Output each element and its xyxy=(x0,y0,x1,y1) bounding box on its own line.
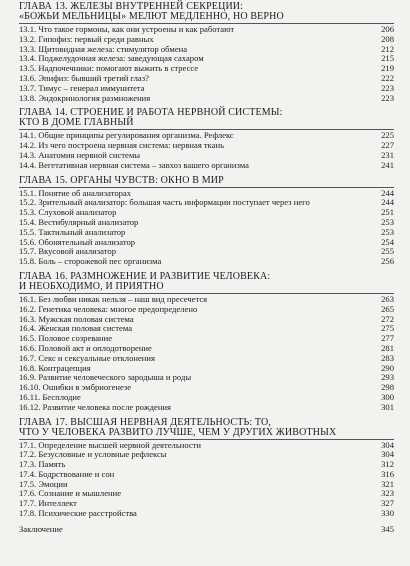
toc-entry-page: 255 xyxy=(381,246,394,257)
toc-entry xyxy=(19,403,394,413)
toc-entry xyxy=(19,151,394,161)
chapter-section xyxy=(19,176,394,267)
toc-entry-title: 16.7. Секс и сексуальные отклонения xyxy=(19,353,155,363)
toc-entry xyxy=(19,460,394,470)
toc-entry-page: 251 xyxy=(381,207,394,218)
toc-entry xyxy=(19,470,394,480)
toc-entry-page: 215 xyxy=(381,53,394,64)
toc-entry-page: 304 xyxy=(381,439,394,450)
toc-entry-page: 312 xyxy=(381,459,394,470)
toc-entry-page: 256 xyxy=(381,256,394,267)
toc-entry-page: 254 xyxy=(381,236,394,247)
toc-entry-page: 290 xyxy=(381,362,394,373)
toc-entry-title: 13.8. Эндокринология размножения xyxy=(19,93,151,103)
toc-entry xyxy=(19,74,394,84)
toc-entry-title: 17.1. Определение высшей нервной деятельности xyxy=(19,440,202,450)
toc-entry-page: 323 xyxy=(381,488,394,499)
toc-entry-title: 14.4. Вегетативная нервная система – завхоз вашего организма xyxy=(19,160,249,170)
toc-entry-title: 14.3. Анатомия нервной системы xyxy=(19,150,141,160)
toc-entry xyxy=(19,141,394,151)
toc-entry-title: 13.3. Щитовидная железа: стимулятор обмена xyxy=(19,44,188,54)
toc-entry-page: 244 xyxy=(381,197,394,208)
toc-entry xyxy=(19,208,394,218)
toc-entry-title: 15.2. Зрительный анализатор: большая часть информации поступает через него xyxy=(19,197,310,208)
toc-entry xyxy=(19,45,394,55)
chapter-title-line: ГЛАВА 13. ЖЕЛЕЗЫ ВНУТРЕННЕЙ СЕКРЕЦИИ: xyxy=(19,1,244,12)
toc-entry xyxy=(19,94,394,104)
toc-entry-title: 15.3. Слуховой анализатор xyxy=(19,208,117,218)
chapter-title xyxy=(19,2,394,24)
toc-entry-page: 263 xyxy=(381,293,394,304)
toc-entry-page: 277 xyxy=(381,333,394,344)
toc-entry-page: 275 xyxy=(381,323,394,334)
toc-entry-title: 16.9. Развитие человеческого зародыша и роды xyxy=(19,373,192,383)
toc-entry-title: 15.8. Боль – сторожевой пес организма xyxy=(19,257,162,267)
toc-entry-page: 321 xyxy=(381,478,394,489)
toc-entry-title: 16.1. Без любви никак нельзя – наш вид пресечется xyxy=(19,294,208,304)
toc-entry-page: 330 xyxy=(381,508,394,519)
chapter-title-line: КТО В ДОМЕ ГЛАВНЫЙ xyxy=(19,117,134,129)
toc-entry-title: 13.4. Поджелудочная железа: заведующая сахаром xyxy=(19,54,204,64)
toc-entry-title: 13.7. Тимус – генерал иммунитета xyxy=(19,83,145,93)
toc-entry-page: 281 xyxy=(381,342,394,353)
toc-entry-page: 293 xyxy=(381,372,394,383)
toc-entry xyxy=(19,344,394,354)
toc-entry xyxy=(19,499,394,509)
toc-entry-page: 272 xyxy=(381,313,394,324)
toc-entry xyxy=(19,480,394,490)
toc-entry-page: 222 xyxy=(381,72,394,83)
toc-entry-page: 283 xyxy=(381,352,394,363)
toc-entry-title: 17.4. Бодрствование и сон xyxy=(19,469,115,479)
toc-entry xyxy=(19,228,394,238)
toc-entry-page: 316 xyxy=(381,468,394,479)
toc-entry-page: 227 xyxy=(381,140,394,151)
chapter-title-line: И НЕОБХОДИМО, И ПРИЯТНО xyxy=(19,280,164,292)
toc-entry-title: Заключение xyxy=(19,524,63,534)
chapter-title-line: ЧТО У ЧЕЛОВЕКА РАЗВИТО ЛУЧШЕ, ЧЕМ У ДРУГИХ ЖИВОТНЫХ xyxy=(19,426,337,438)
toc-entry xyxy=(19,441,394,451)
toc-entry-title: 16.3. Мужская половая система xyxy=(19,314,134,324)
toc-entry xyxy=(19,450,394,460)
toc-entry xyxy=(19,238,394,248)
toc-entry-page: 223 xyxy=(381,92,394,103)
toc-entry-title: 16.10. Ошибки в эмбриогенезе xyxy=(19,383,132,393)
chapter-section xyxy=(19,272,394,413)
toc-entry-title: 13.5. Надпочечники: помогают выжить в стрессе xyxy=(19,64,199,74)
toc-entry xyxy=(19,131,394,141)
toc-entry-title: 15.7. Вкусовой анализатор xyxy=(19,247,116,257)
chapter-title xyxy=(19,272,394,294)
toc-entry-title: 13.6. Эпифиз: бывший третий глаз? xyxy=(19,73,149,83)
chapter-section xyxy=(19,2,394,103)
toc-entry-title: 16.2. Генетика человека: многое предопределено xyxy=(19,304,198,314)
toc-entry xyxy=(19,247,394,257)
chapter-title xyxy=(19,176,394,188)
toc-entry xyxy=(19,324,394,334)
chapter-list xyxy=(19,2,394,519)
toc-entry-page: 304 xyxy=(381,449,394,460)
toc-entry-page: 253 xyxy=(381,216,394,227)
toc-entry-page: 327 xyxy=(381,498,394,509)
toc-entry xyxy=(19,295,394,305)
chapter-title-line: ГЛАВА 14. СТРОЕНИЕ И РАБОТА НЕРВНОЙ СИСТЕМЫ: xyxy=(19,107,283,119)
toc-entry-title: 15.4. Вестибулярный анализатор xyxy=(19,217,139,227)
toc-entry xyxy=(19,84,394,94)
toc-entry-title: 14.2. Из чего построена нервная система: нервная ткань xyxy=(19,141,225,151)
toc-entry-page: 241 xyxy=(381,159,394,170)
toc-entry-title: 15.1. Понятие об анализаторах xyxy=(19,188,132,198)
toc-entry-title: 15.5. Тактильный анализатор xyxy=(19,227,126,237)
toc-entry-title: 17.5. Эмоции xyxy=(19,479,68,489)
toc-entry-title: 15.6. Обонятельный анализатор xyxy=(19,237,136,247)
toc-entry-title: 17.8. Психические расстройства xyxy=(19,509,137,519)
toc-entry xyxy=(19,161,394,171)
toc-entry-page: 301 xyxy=(381,401,394,412)
toc-entry-page: 244 xyxy=(381,187,394,198)
chapter-title-line: «БОЖЬИ МЕЛЬНИЦЫ» МЕЛЮТ МЕДЛЕННО, НО ВЕРНО xyxy=(19,11,284,22)
toc-entry-title: 16.8. Контрацепция xyxy=(19,363,91,373)
toc-entry-page: 298 xyxy=(381,382,394,393)
toc-entry-title: 14.1. Общие принципы регулирования организма. Рефлекс xyxy=(19,131,234,141)
toc-entry-title: 16.4. Женская половая система xyxy=(19,324,133,334)
toc-entry xyxy=(19,64,394,74)
toc-entry-title: 13.2. Гипофиз: первый среди равных xyxy=(19,34,154,44)
toc-entry-page: 206 xyxy=(381,24,394,34)
toc-entry-title: 13.1. Что такое гормоны, как они устроены и как работают xyxy=(19,25,235,34)
toc-entry-title: 16.5. Половое созревание xyxy=(19,334,113,344)
toc-entry-page: 219 xyxy=(381,63,394,74)
chapter-title-line: ГЛАВА 17. ВЫСШАЯ НЕРВНАЯ ДЕЯТЕЛЬНОСТЬ: ТО, xyxy=(19,416,272,428)
toc-entry xyxy=(19,35,394,45)
conclusion-entry xyxy=(19,525,394,535)
toc-entry xyxy=(19,198,394,208)
toc-entry-page: 208 xyxy=(381,33,394,44)
toc-entry xyxy=(19,383,394,393)
toc-entry-page: 212 xyxy=(381,43,394,54)
toc-entry xyxy=(19,334,394,344)
toc-entry-page: 223 xyxy=(381,82,394,93)
toc-entry xyxy=(19,54,394,64)
toc-entry-page: 231 xyxy=(381,149,394,160)
toc-entry xyxy=(19,489,394,499)
toc-entry xyxy=(19,509,394,519)
toc-entry-page: 345 xyxy=(381,523,394,534)
toc-entry-page: 300 xyxy=(381,391,394,402)
chapter-title-line: ГЛАВА 16. РАЗМНОЖЕНИЕ И РАЗВИТИЕ ЧЕЛОВЕКА: xyxy=(19,270,271,282)
toc-entry xyxy=(19,257,394,267)
toc-entry xyxy=(19,305,394,315)
toc-entry xyxy=(19,25,394,35)
toc-entry-page: 253 xyxy=(381,226,394,237)
toc-entry-title: 17.6. Сознание и мышление xyxy=(19,489,122,499)
toc-entry-page: 265 xyxy=(381,303,394,314)
toc-entry-title: 17.3. Память xyxy=(19,460,66,470)
chapter-title xyxy=(19,108,394,130)
toc-entry xyxy=(19,373,394,383)
chapter-section xyxy=(19,418,394,519)
toc-entry-title: 16.11. Бесплодие xyxy=(19,392,81,402)
toc-entry xyxy=(19,218,394,228)
toc-entry xyxy=(19,354,394,364)
toc-entry-title: 17.2. Безусловные и условные рефлексы xyxy=(19,450,167,460)
chapter-title xyxy=(19,418,394,440)
toc-entry xyxy=(19,364,394,374)
toc-entry-page: 225 xyxy=(381,130,394,141)
toc-entry-title: 16.12. Развитие человека после рождения xyxy=(19,402,171,412)
toc-entry xyxy=(19,393,394,403)
chapter-section xyxy=(19,108,394,170)
toc-entry-title: 17.7. Интеллект xyxy=(19,499,77,509)
chapter-title-line: ГЛАВА 15. ОРГАНЫ ЧУВСТВ: ОКНО В МИР xyxy=(19,174,224,186)
toc-entry xyxy=(19,315,394,325)
toc-entry-title: 16.6. Половой акт и оплодотворение xyxy=(19,343,152,353)
